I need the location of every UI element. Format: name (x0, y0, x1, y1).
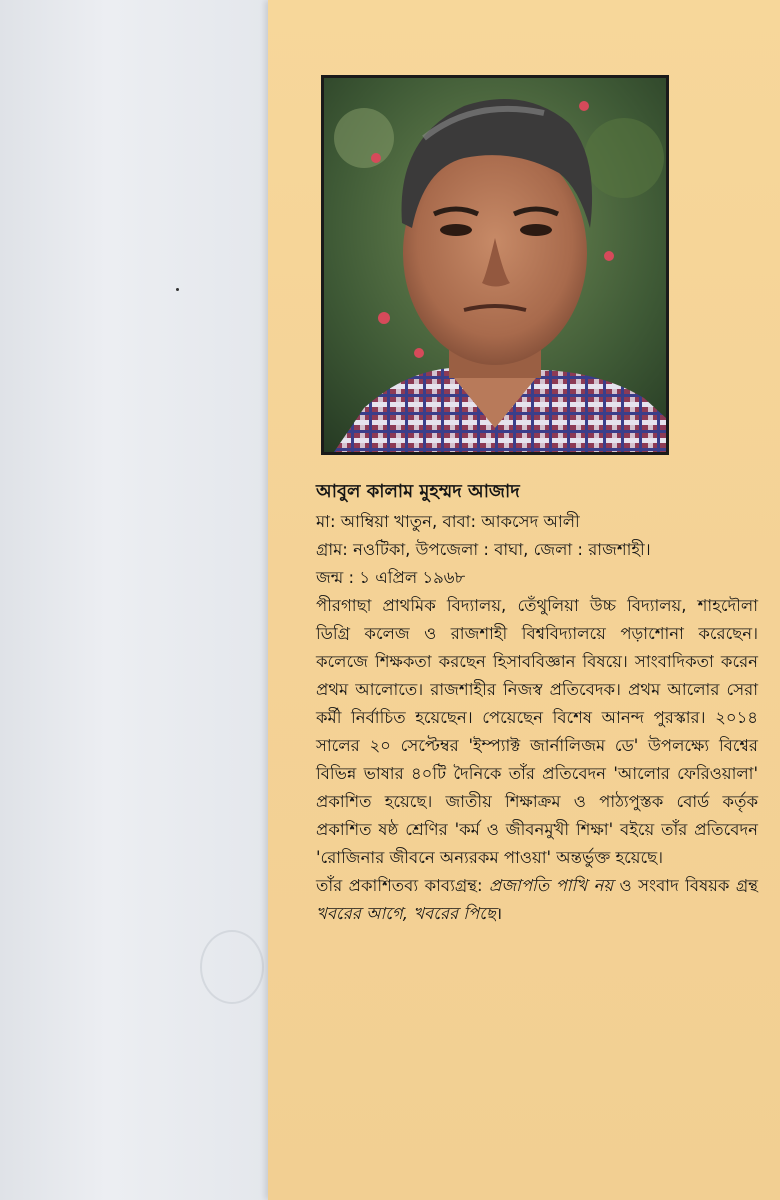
books-prefix: তাঁর প্রকাশিতব্য কাব্যগ্রন্থ: (316, 876, 489, 895)
author-portrait-image (324, 78, 666, 452)
author-birth: জন্ম : ১ এপ্রিল ১৯৬৮ (316, 568, 466, 587)
speck-mark (176, 288, 179, 291)
books-middle: ও সংবাদ বিষয়ক গ্রন্থ (613, 876, 758, 895)
author-name: আবুল কালাম মুহম্মদ আজাদ (316, 481, 520, 502)
embossed-mark (200, 930, 264, 1004)
author-bio-block (316, 478, 758, 928)
back-cover-strip (0, 0, 268, 1200)
author-village: গ্রাম: নওটিকা, উপজেলা : বাঘা, জেলা : রাজশাহী। (316, 540, 651, 559)
news-book-title: খবরের আগে, খবরের পিছে (316, 904, 496, 923)
author-parents: মা: আম্বিয়া খাতুন, বাবা: আকসেদ আলী (316, 512, 580, 531)
author-photo (321, 75, 669, 455)
author-books (316, 872, 758, 928)
books-suffix: । (495, 904, 503, 923)
author-biography: পীরগাছা প্রাথমিক বিদ্যালয়, তেঁথুলিয়া উচ্চ বিদ্যালয়, শাহদৌলা ডিগ্রি কলেজ ও রাজশাহী বিশ্ববিদ্যালয়ে পড়াশোনা করেছেন। কলেজে শিক্ষকতা করছেন হিসাববিজ্ঞান বিষয়ে। সাংবাদিকতা করেন প্রথম আলোতে। রাজশাহীর নিজস্ব প্রতিবেদক। প্রথম আলোর সেরা কর্মী নির্বাচিত হয়েছেন। পেয়েছেন বিশেষ আনন্দ পুরস্কার। ২০১৪ সালের ২০ সেপ্টেম্বর 'ইম্প্যাক্ট জার্নালিজম ডে' উপলক্ষ্যে বিশ্বের বিভিন্ন ভাষার ৪০টি দৈনিকে তাঁর প্রতিবেদন 'আলোর ফেরিওয়ালা' প্রকাশিত হয়েছে। জাতীয় শিক্ষাক্রম ও পাঠ্যপুস্তক বোর্ড কর্তৃক প্রকাশিত ষষ্ঠ শ্রেণির 'কর্ম ও জীবনমুখী শিক্ষা' বইয়ে তাঁর প্রতিবেদন 'রোজিনার জীবনে অন্যরকম পাওয়া' অন্তর্ভুক্ত হয়েছে। (316, 596, 758, 867)
poetry-book-title: প্রজাপতি পাখি নয় (488, 876, 614, 895)
